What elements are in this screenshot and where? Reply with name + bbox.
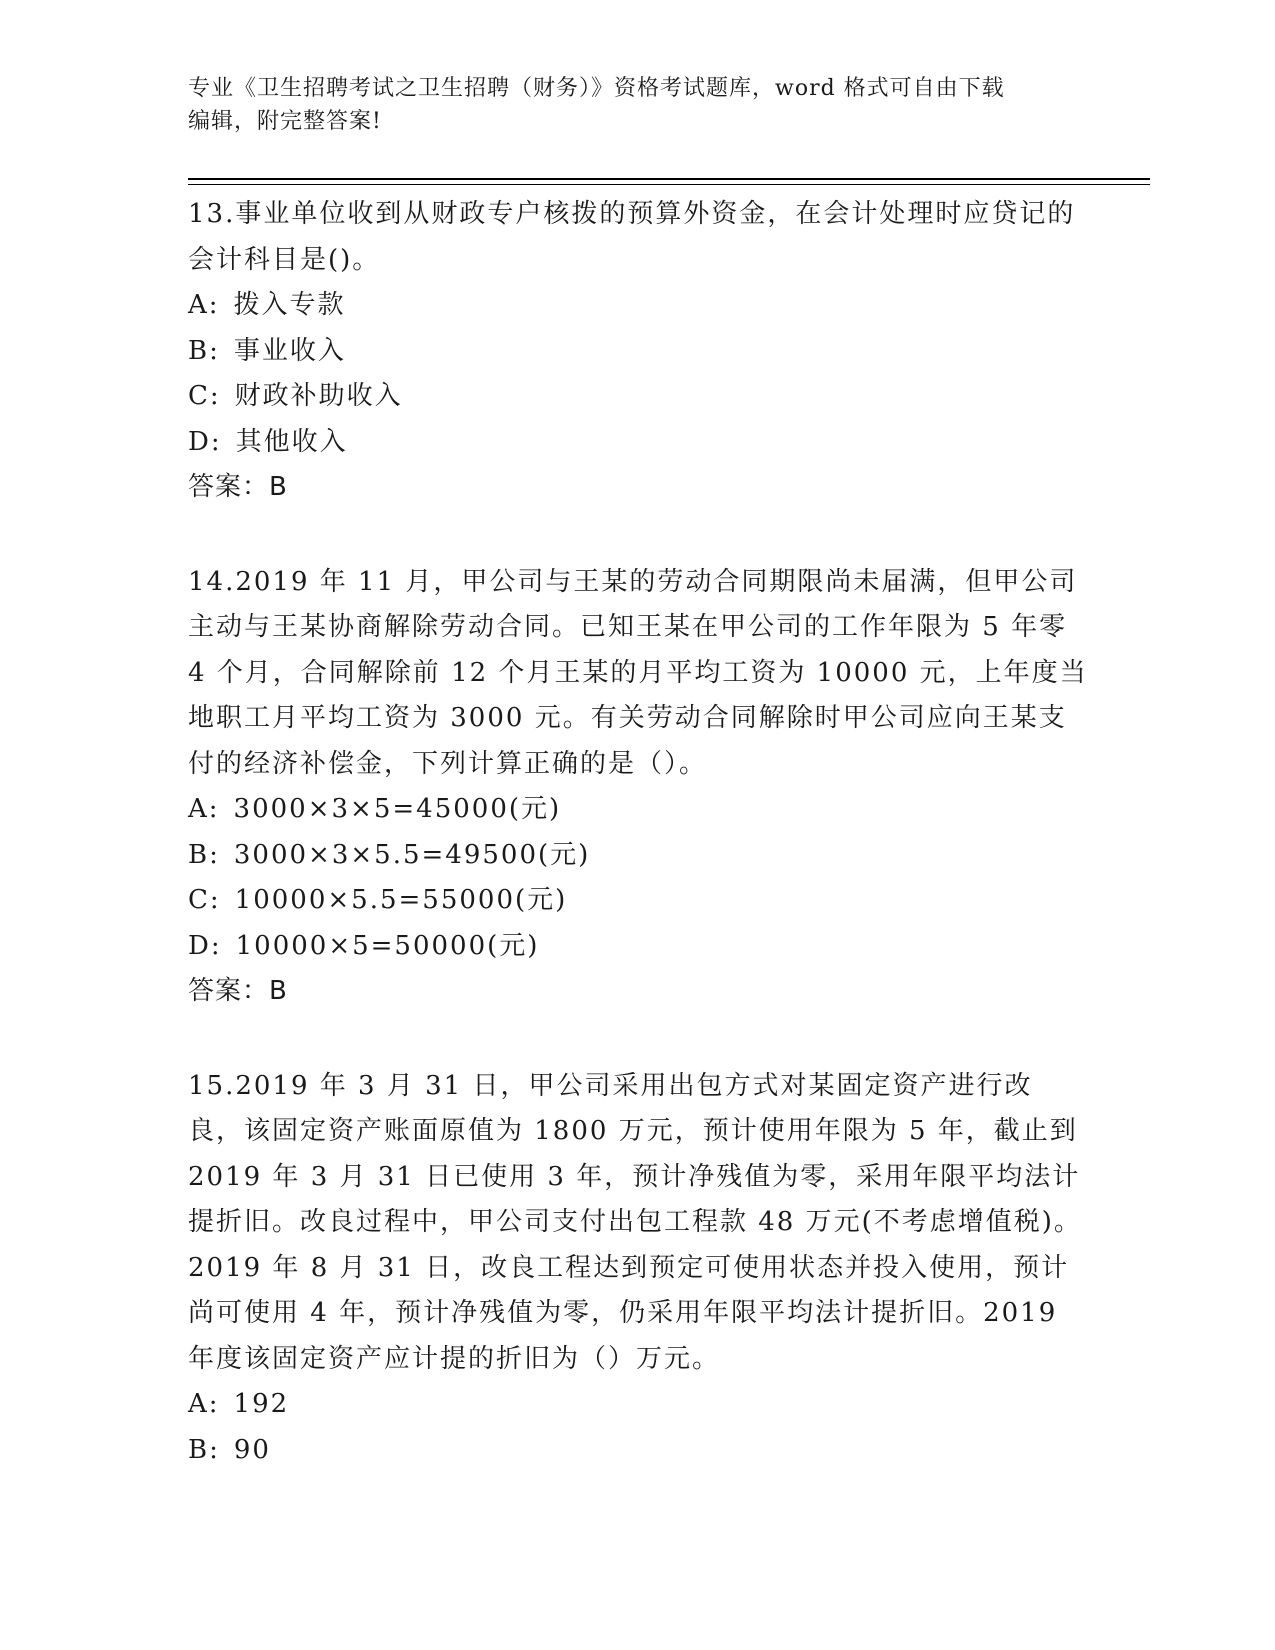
option-text: 10000×5=50000(元) <box>235 930 540 961</box>
question-stem: 15.2019 年 3 月 31 日，甲公司采用出包方式对某固定资产进行改良，该固定资产账面原值为 1800 万元，预计使用年限为 5 年，截止到 2019 年 3 月 31 日已使用 3 年，预计净残值为零，采用年限平均法计提折旧。改良过程中，甲公司支付出包工程款 48 万元(不考虑增值税)。2019 年 8 月 31 日，改良工程达到预定可使用状态并投入使用，预计尚可使用 4 年，预计净残值为零，仍采用年限平均法计提折旧。2019 年度该固定资产应计提的折旧为（）万元。 <box>188 1070 1082 1374</box>
header-divider-thin <box>188 184 1150 185</box>
option-letter: A: <box>188 794 220 824</box>
question-13 <box>188 192 1088 511</box>
header-divider-thick <box>188 178 1150 180</box>
option-d <box>188 420 1088 466</box>
option-d <box>188 924 1088 970</box>
question-15 <box>188 1064 1088 1474</box>
header-line-1: 专业《卫生招聘考试之卫生招聘（财务）》资格考试题库，word 格式可自由下载 <box>188 76 1005 101</box>
option-text: 3000×3×5=45000(元) <box>233 794 562 824</box>
option-text: 90 <box>233 1434 271 1465</box>
question-stem: 13.事业单位收到从财政专户核拨的预算外资金，在会计处理时应贷记的会计科目是()。 <box>188 199 1076 275</box>
option-text: 拨入专款 <box>233 290 346 320</box>
option-a <box>188 1382 1088 1428</box>
question-stem: 14.2019 年 11 月，甲公司与王某的劳动合同期限尚未届满，但甲公司主动与王某协商解除劳动合同。已知王某在甲公司的工作年限为 5 年零 4 个月，合同解除前 12 个月王某的月平均工资为 10000 元，上年度当地职工月平均工资为 3000 元。有关劳动合同解除时甲公司应向王某支付的经济补偿金，下列计算正确的是（）。 <box>188 566 1088 779</box>
option-letter: A: <box>188 290 220 320</box>
option-text: 10000×5.5=55000(元) <box>234 885 568 915</box>
option-text: 其他收入 <box>235 426 348 457</box>
option-text: 3000×3×5.5=49500(元) <box>233 839 591 870</box>
answer-line: 答案：B <box>188 976 288 1006</box>
option-text: 192 <box>233 1389 290 1419</box>
question-14 <box>188 560 1088 1015</box>
option-letter: B: <box>188 1434 220 1465</box>
header-line-2: 编辑，附完整答案! <box>188 109 382 134</box>
option-letter: A: <box>188 1389 220 1419</box>
option-c <box>188 878 1088 924</box>
answer-line: 答案：B <box>188 472 288 502</box>
option-a <box>188 283 1088 329</box>
option-text: 财政补助收入 <box>234 381 403 411</box>
option-letter: B: <box>188 839 220 870</box>
option-c <box>188 374 1088 420</box>
option-b <box>188 1428 1088 1474</box>
option-letter: D: <box>188 426 222 457</box>
option-letter: D: <box>188 930 222 961</box>
option-b <box>188 329 1088 375</box>
option-letter: C: <box>188 381 221 411</box>
option-b <box>188 833 1088 879</box>
question-list <box>188 192 1088 1522</box>
option-a <box>188 787 1088 833</box>
option-letter: C: <box>188 885 221 915</box>
option-text: 事业收入 <box>233 335 346 366</box>
option-letter: B: <box>188 335 220 366</box>
document-header <box>188 72 1088 138</box>
